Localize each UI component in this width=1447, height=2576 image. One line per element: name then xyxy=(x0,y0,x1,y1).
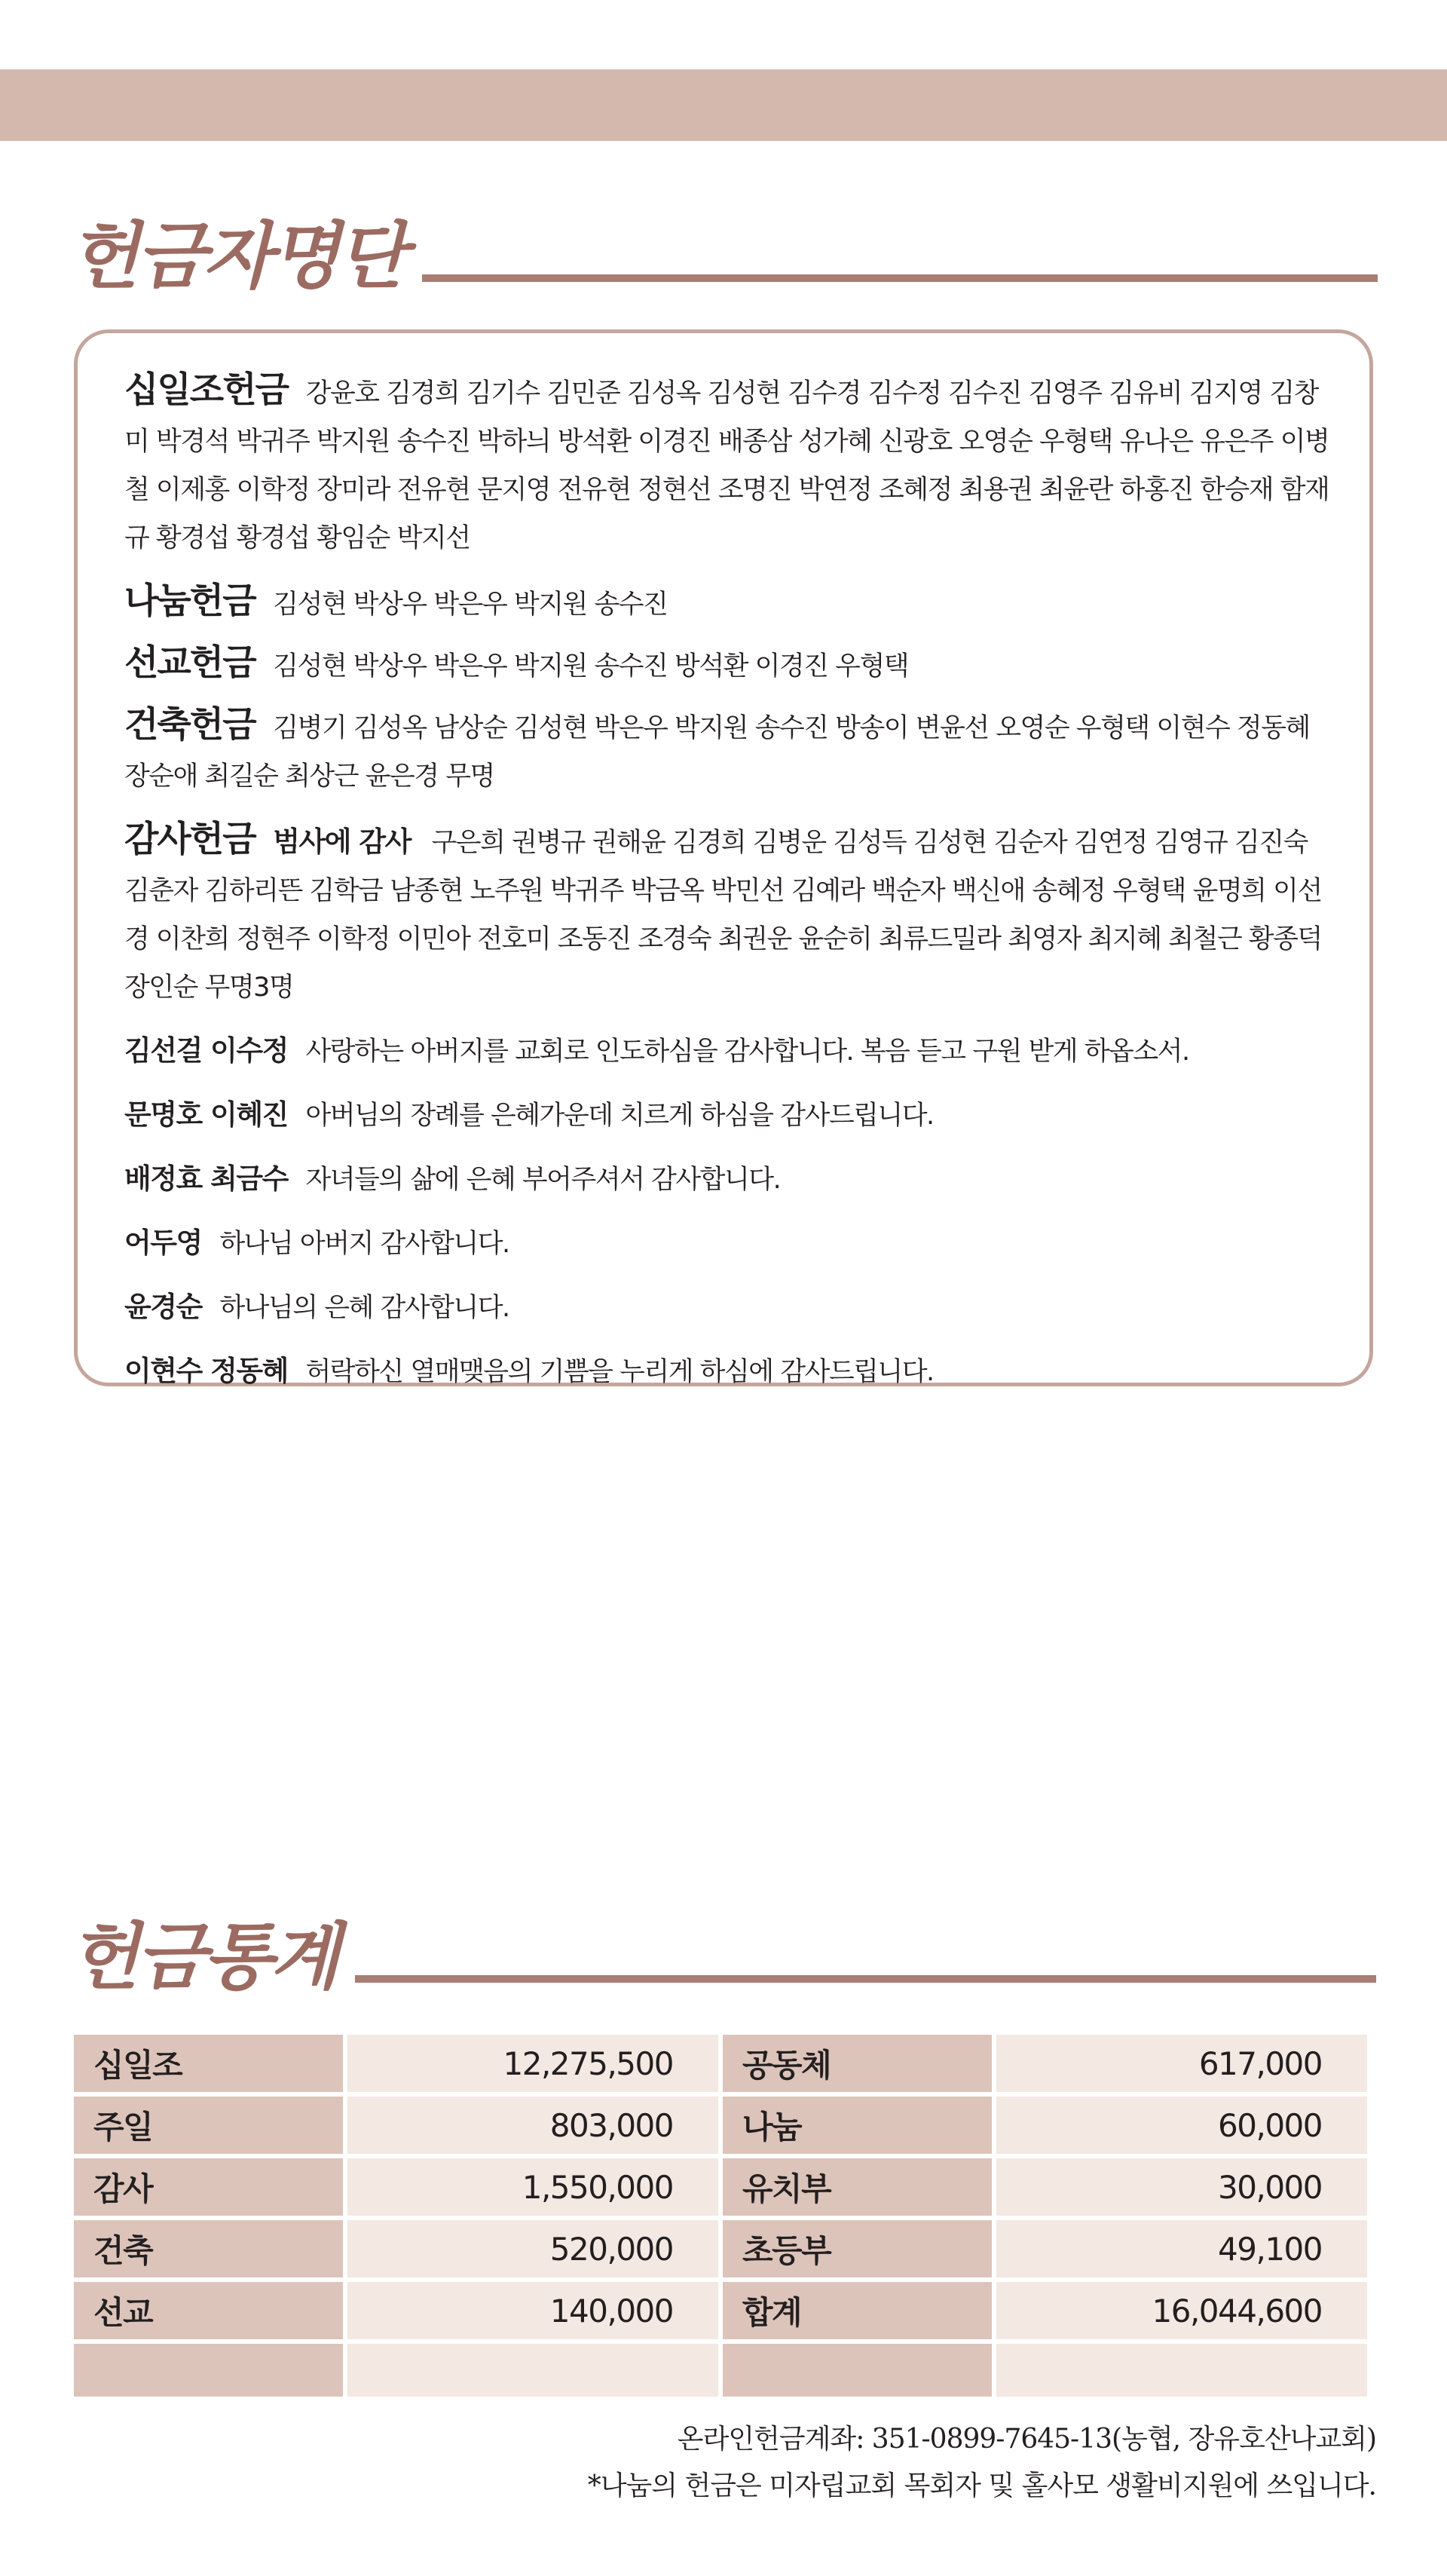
tithe-paragraph xyxy=(124,366,1332,562)
building-label: 건축헌금 xyxy=(124,704,255,746)
table-row xyxy=(74,2097,1367,2154)
top-color-band xyxy=(0,69,1447,141)
stat-value: 617,000 xyxy=(996,2035,1367,2092)
donors-title: 헌금자명단 xyxy=(69,214,404,299)
stat-label: 유치부 xyxy=(723,2158,992,2216)
stat-value: 12,275,500 xyxy=(347,2035,718,2092)
stat-value: 49,100 xyxy=(996,2220,1367,2277)
stat-label: 나눔 xyxy=(723,2097,992,2154)
thanks-entry-message: 허락하신 열매맺음의 기쁨을 누리게 하심에 감사드립니다. xyxy=(305,1357,934,1387)
thanksgiving-label: 감사헌금 xyxy=(124,819,255,860)
stat-label: 합계 xyxy=(723,2282,992,2339)
table-row xyxy=(74,2282,1367,2339)
thanksgiving-names: 구은희 권병규 권해윤 김경희 김병운 김성득 김성현 김순자 김연정 김영규 김진숙 김춘자 김하리뜬 김학금 남종현 노주원 박귀주 박금옥 박민선 김예라 백순자 백신애 송혜정 우형택 윤명희 이선경 이찬희 정현주 이학정 이민아 전호미 조동진 조경숙 최권운 윤순히 최류드밀라 최영자 최지혜 최철근 황종덕 장인순 무명3명 xyxy=(124,828,1322,1003)
footer-notes xyxy=(588,2416,1376,2510)
stat-label: 십일조 xyxy=(74,2035,343,2092)
thanks-entry xyxy=(124,1027,1332,1076)
building-names: 김병기 김성옥 남상순 김성현 박은우 박지원 송수진 방송이 변윤선 오영순 우형택 이현수 정동혜 장순애 최길순 최상근 윤은경 무명 xyxy=(124,713,1310,792)
tithe-label: 십일조헌금 xyxy=(124,369,289,411)
stat-label: 주일 xyxy=(74,2097,343,2154)
offering-stats-table xyxy=(69,2030,1372,2401)
table-row xyxy=(74,2158,1367,2216)
empty-cell xyxy=(723,2344,992,2397)
stat-value: 140,000 xyxy=(347,2282,718,2339)
thanks-entry-message: 하나님의 은혜 감사합니다. xyxy=(219,1293,509,1323)
stats-heading xyxy=(69,1915,1376,1999)
tithe-names: 강윤호 김경희 김기수 김민준 김성옥 김성현 김수경 김수정 김수진 김영주 김유비 김지영 김창미 박경석 박귀주 박지원 송수진 박하늬 방석환 이경진 배종삼 성가혜 신광호 오영순 우형택 유나은 유은주 이병철 이제홍 이학정 장미라 전유현 문지영 전유현 정현선 조명진 박연정 조혜정 최용권 최윤란 하홍진 한승재 함재규 황경섭 황경섭 황임순 박지선 xyxy=(124,378,1329,553)
thanks-entry-message: 아버님의 장례를 은혜가운데 치르게 하심을 감사드립니다. xyxy=(305,1101,934,1131)
table-row xyxy=(74,2220,1367,2277)
stat-label: 초등부 xyxy=(723,2220,992,2277)
sharing-note: *나눔의 헌금은 미자립교회 목회자 및 홀사모 생활비지원에 쓰입니다. xyxy=(587,2470,1376,2501)
stat-value: 520,000 xyxy=(347,2220,718,2277)
stat-label: 공동체 xyxy=(723,2035,992,2092)
thanks-entry-message: 사랑하는 아버지를 교회로 인도하심을 감사합니다. 복음 듣고 구원 받게 하옵소서. xyxy=(305,1037,1189,1067)
stat-value: 1,550,000 xyxy=(347,2158,718,2216)
empty-table-row xyxy=(74,2344,1367,2397)
thanks-entry-name: 어두영 xyxy=(124,1227,202,1259)
building-paragraph xyxy=(124,701,1332,801)
thanks-entry xyxy=(124,1091,1332,1140)
stat-value: 803,000 xyxy=(347,2097,718,2154)
sharing-paragraph xyxy=(124,577,1332,629)
stat-label: 감사 xyxy=(74,2158,343,2216)
thanks-entry xyxy=(124,1219,1332,1268)
donors-list-box xyxy=(74,329,1373,1386)
thanks-entry xyxy=(124,1347,1332,1396)
thanks-entry-message: 자녀들의 삶에 은혜 부어주셔서 감사합니다. xyxy=(305,1165,781,1195)
stat-value: 60,000 xyxy=(996,2097,1367,2154)
heading-rule xyxy=(422,274,1378,282)
thanks-entry-name: 윤경순 xyxy=(124,1291,202,1323)
sharing-label: 나눔헌금 xyxy=(124,580,255,622)
thanks-entry-name: 문명호 이혜진 xyxy=(124,1098,288,1131)
table-row xyxy=(74,2035,1367,2092)
thanks-entry xyxy=(124,1283,1332,1332)
mission-paragraph xyxy=(124,639,1332,691)
thanks-entry-name: 배정효 최금수 xyxy=(124,1162,288,1195)
donors-heading xyxy=(69,214,1378,299)
stats-title: 헌금통계 xyxy=(69,1915,337,1999)
thanksgiving-sublabel: 범사에 감사 xyxy=(273,825,411,858)
thanks-entry-name: 이현수 정동혜 xyxy=(124,1355,288,1387)
thanks-entry xyxy=(124,1155,1332,1204)
mission-names: 김성현 박상우 박은우 박지원 송수진 방석환 이경진 우형택 xyxy=(273,651,909,682)
empty-cell xyxy=(347,2344,718,2397)
stat-value: 30,000 xyxy=(996,2158,1367,2216)
thanksgiving-paragraph xyxy=(124,816,1332,1012)
stat-label: 건축 xyxy=(74,2220,343,2277)
empty-cell xyxy=(996,2344,1367,2397)
account-note: 온라인헌금계좌: 351-0899-7645-13(농협, 장유호산나교회) xyxy=(677,2424,1376,2455)
sharing-names: 김성현 박상우 박은우 박지원 송수진 xyxy=(273,590,668,620)
stat-value: 16,044,600 xyxy=(996,2282,1367,2339)
thanks-entry-name: 김선걸 이수정 xyxy=(124,1034,288,1067)
thanks-entry-message: 하나님 아버지 감사합니다. xyxy=(219,1229,509,1259)
empty-cell xyxy=(74,2344,343,2397)
heading-rule xyxy=(355,1975,1376,1983)
stat-label: 선교 xyxy=(74,2282,343,2339)
mission-label: 선교헌금 xyxy=(124,642,255,684)
